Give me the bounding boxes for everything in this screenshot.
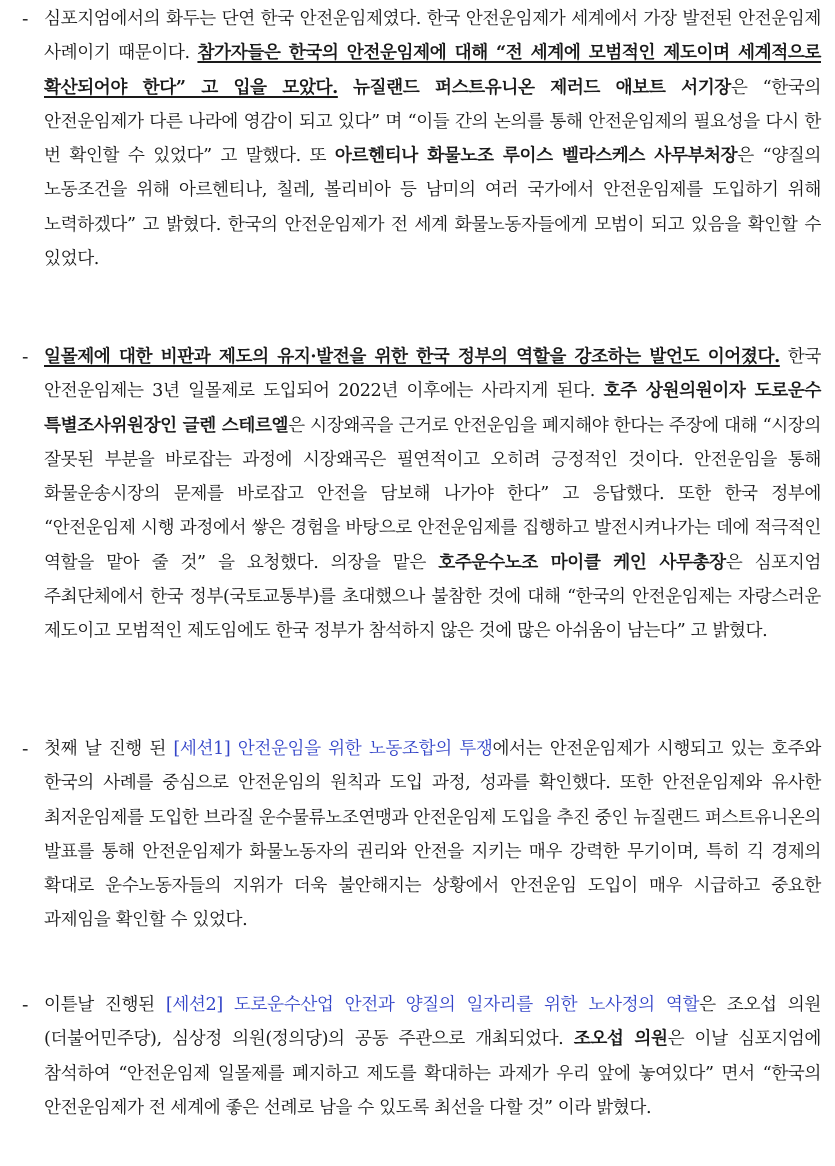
session-title: [세션1] 안전운임을 위한 노동조합의 투쟁 [173,739,493,759]
bullet-dash: - [22,994,29,1016]
text-segment: 심포지엄에서의 화두는 단연 한국 안전운임제였다. 한국 안전운임제가 세계에서 가장 발전된 안전운임제 사례이기 때문이다. [44,9,821,64]
session-title: [세션2] 도로운수산업 안전과 양질의 일자리를 위한 노사정의 역할 [165,995,700,1015]
text-segment: 한국 안전운임제는 3년 일몰제로 도입되어 2022년 이후에는 사라지게 된다. [44,347,821,402]
bullet-dash: - [22,8,29,30]
text-segment: 은 심포지엄 주최단체에서 한국 정부(국토교통부)를 초대했으나 불참한 것에 대해 “한국의 안전운임제는 자랑스러운 제도이고 모범적인 제도임에도 한국 정부가 참석하지 않은 것에 많은 아쉬움이 남는다” 고 밝혔다. [44,552,821,642]
text-segment: 이튿날 진행된 [44,995,166,1015]
emphasis-text: 뉴질랜드 퍼스트유니온 제러드 애보트 서기장 [352,76,731,98]
text-segment: 은 시장왜곡을 근거로 안전운임을 폐지해야 한다는 주장에 대해 “시장의 잘못된 부분을 바로잡는 과정에 시장왜곡은 필연적이고 오히려 긍정적인 것이다. 안전운임을 통해 화물운송시장의 문제를 바로잡고 안전을 담보해 나가야 한다” 고 응답했다. 또한 한국 정부에 “안전운임제 시행 과정에서 쌓은 경험을 바탕으로 안전운임제를 집행하고 발전시켜나가는 데에 적극적인 역할을 맡아 줄 것” 을 요청했다. 의장을 맡은 [44,415,821,573]
text-segment: 은 조오섭 의원(더불어민주당), 심상정 의원(정의당)의 공동 주관으로 개최되었다. [44,995,821,1050]
text-segment [338,78,353,98]
emphasis-text: 조오섭 의원 [573,1028,668,1050]
emphasis-text: 호주 상원의원이자 도로운수 특별조사위원장인 글렌 스테르엘 [44,380,821,436]
emphasis-text: 아르헨티나 화물노조 루이스 벨라스케스 사무부처장 [334,145,738,167]
emphasis-text: 호주운수노조 마이클 케인 사무총장 [438,551,726,573]
text-segment: 첫째 날 진행 된 [44,739,174,759]
paragraph-text [44,988,821,1125]
bullet-dash: - [22,738,29,760]
paragraph-text [44,2,821,276]
paragraph-text [44,340,821,649]
paragraph-text [44,732,821,938]
text-segment: 은 이날 심포지엄에 참석하여 “안전운임제 일몰제를 폐지하고 제도를 확대하는 과제가 우리 앞에 놓여있다” 면서 “한국의 안전운임제가 전 세계에 좋은 선례로 남을 수 있도록 최선을 다할 것” 이라 밝혔다. [44,1029,821,1118]
emphasis-text: 일몰제에 대한 비판과 제도의 유지·발전을 위한 한국 정부의 역할을 강조하는 발언도 이어졌다. [44,346,780,367]
text-segment: 은 “한국의 안전운임제가 다른 나라에 영감이 되고 있다” 며 “이들 간의 논의를 통해 안전운임제의 필요성을 다시 한 번 확인할 수 있었다” 고 말했다. 또 [44,77,822,167]
emphasis-text: 참가자들은 한국의 안전운임제에 대해 “전 세계에 모범적인 제도이며 세계적으로 확산되어야 한다” 고 입을 모았다. [44,42,821,98]
text-segment: 에서는 안전운임제가 시행되고 있는 호주와 한국의 사례를 중심으로 안전운임의 원칙과 도입 과정, 성과를 확인했다. 또한 안전운임제와 유사한 최저운임제를 도입한 브라질 운수물류노조연맹과 안전운임제 도입을 추진 중인 뉴질랜드 퍼스트유니온의 발표를 통해 안전운임제가 화물노동자의 권리와 안전을 지키는 매우 강력한 무기이며, 특히 긱 경제의 확대로 운수노동자들의 지위가 더욱 불안해지는 상황에서 안전운임 도입이 매우 시급하고 중요한 과제임을 확인할 수 있었다. [44,739,821,931]
bullet-dash: - [22,346,29,368]
text-segment: 은 “양질의 노동조건을 위해 아르헨티나, 칠레, 볼리비아 등 남미의 여러 국가에서 안전운임제를 도입하기 위해 노력하겠다” 고 밝혔다. 한국의 안전운임제가 전 세계 화물노동자들에게 모범이 되고 있음을 확인할 수 있었다. [44,146,821,270]
